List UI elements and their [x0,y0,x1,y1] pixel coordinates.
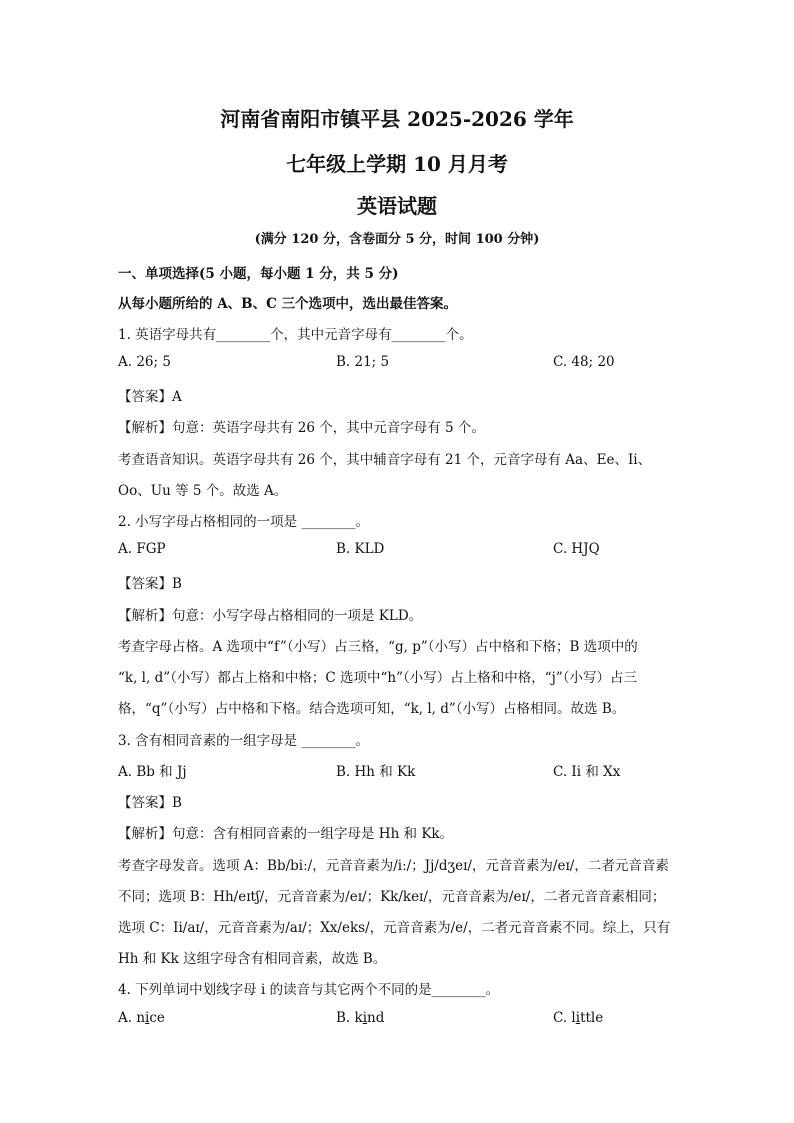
question-2-option-a: A. FGP [118,541,166,557]
question-3-analysis-4: 选项 C：Ii/aɪ/，元音音素为/aɪ/；Xx/eks/，元音音素为/e/，二者元音音素不同。综上，只有 [118,920,671,936]
question-3-analysis-5: Hh 和 Kk 这组字母含有相同音素，故选 B。 [118,951,387,967]
option-prefix: A. n [118,1010,146,1026]
question-3-option-a: A. Bb 和 Jj [118,764,187,780]
question-1-analysis-3: Oo、Uu 等 5 个。故选 A。 [118,483,288,499]
question-1-analysis-2: 考查语音知识。英语字母共有 26 个，其中辅音字母有 21 个，元音字母有 Aa、Ee、Ii、 [118,452,652,468]
question-4-option-a [118,1010,165,1026]
option-suffix: nd [367,1010,385,1026]
question-1-analysis-1: 【解析】句意：英语字母共有 26 个，其中元音字母有 5 个。 [118,420,485,436]
question-3-option-b: B. Hh 和 Kk [336,764,416,780]
section-heading: 一、单项选择(5 小题，每小题 1 分，共 5 分) [118,266,399,282]
question-2-analysis-4: 格，“q”（小写）占中格和下格。结合选项可知，“k, l, d”（小写）占格相同。故选 B。 [118,701,626,717]
question-1-answer: 【答案】A [118,389,182,405]
question-3-answer: 【答案】B [118,795,182,811]
question-2-option-c: C. HJQ [553,541,600,557]
question-1-stem: 1. 英语字母共有________个，其中元音字母有________个。 [118,327,473,343]
question-3-analysis-2: 考查字母发音。选项 A：Bb/biː/，元音音素为/iː/；Jj/dʒeɪ/，元音音素为/eɪ/，二者元音音素 [118,858,669,874]
option-suffix: ce [149,1010,165,1026]
question-2-option-b: B. KLD [336,541,385,557]
question-2-stem: 2. 小写字母占格相同的一项是 ________。 [118,514,369,530]
question-3-analysis-3: 不同；选项 B：Hh/eɪtʃ/，元音音素为/eɪ/；Kk/keɪ/，元音音素为/eɪ/，二者元音音素相同； [118,889,666,905]
option-prefix: B. k [336,1010,363,1026]
question-2-answer: 【答案】B [118,576,182,592]
option-suffix: ttle [580,1010,604,1026]
question-4-stem: 4. 下列单词中划线字母 i 的读音与其它两个不同的是________。 [118,982,500,998]
question-1-option-b: B. 21; 5 [336,354,390,370]
exam-meta: (满分 120 分，含卷面分 5 分，时间 100 分钟) [254,232,540,247]
question-1-option-c: C. 48; 20 [553,354,615,370]
question-3-analysis-1: 【解析】句意：含有相同音素的一组字母是 Hh 和 Kk。 [118,826,454,842]
question-2-analysis-3: “k, l, d”（小写）都占上格和中格；C 选项中“h”（小写）占上格和中格，“j”（小写）占三 [118,670,637,686]
title-line-2: 七年级上学期 10 月月考 [286,152,508,176]
title-line-1: 河南省南阳市镇平县 2025-2026 学年 [220,107,574,131]
question-3-option-c: C. Ii 和 Xx [553,764,621,780]
question-4-option-c [553,1010,603,1026]
underlined-letter: i [362,1010,368,1026]
question-2-analysis-1: 【解析】句意：小写字母占格相同的一项是 KLD。 [118,608,423,624]
option-prefix: C. l [553,1010,576,1026]
question-4-option-b [336,1010,384,1026]
title-line-3: 英语试题 [357,194,437,218]
underlined-letter: i [575,1010,581,1026]
underlined-letter: i [145,1010,150,1026]
question-3-stem: 3. 含有相同音素的一组字母是 ________。 [118,733,369,749]
section-instruction: 从每小题所给的 A、B、C 三个选项中，选出最佳答案。 [118,296,458,312]
question-2-analysis-2: 考查字母占格。A 选项中“f”（小写）占三格，“g, p”（小写）占中格和下格；B 选项中的 [118,639,638,655]
question-1-option-a: A. 26; 5 [118,354,171,370]
